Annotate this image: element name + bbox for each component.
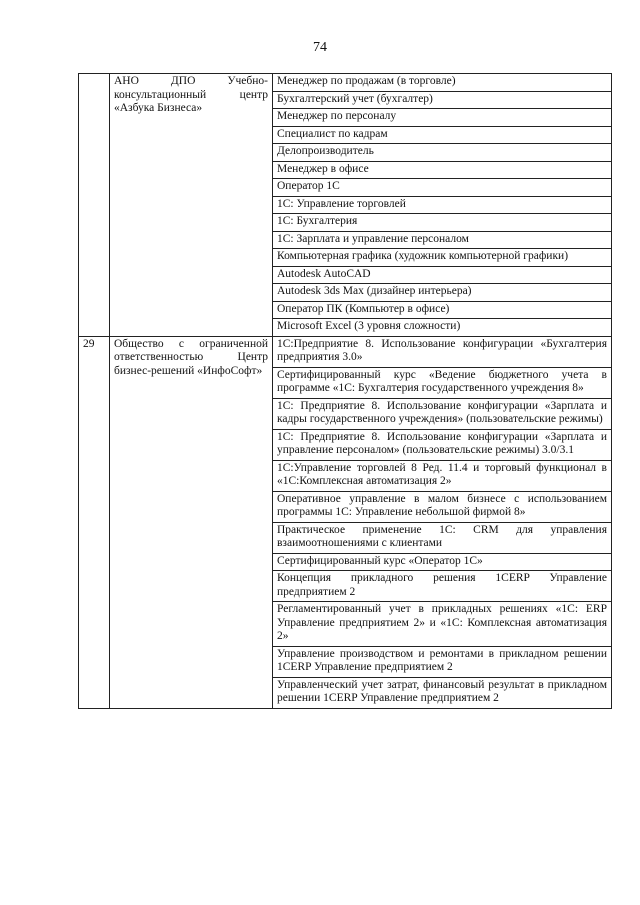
course-cell: Менеджер по персоналу: [273, 109, 612, 127]
course-cell: Оператор 1С: [273, 179, 612, 197]
organization-cell: [110, 336, 273, 708]
course-cell: Управленческий учет затрат, финансовый результат в прикладном решении 1CERP Управление предприятием 2: [273, 677, 612, 708]
row-number-cell: [79, 74, 110, 337]
course-cell: 1С: Предприятие 8. Использование конфигурации «Зарплата и кадры государственного учреждения» (пользовательские режимы): [273, 398, 612, 429]
course-cell: Специалист по кадрам: [273, 126, 612, 144]
course-cell: Делопроизводитель: [273, 144, 612, 162]
organization-name: Общество с ограниченной ответственностью Центр бизнес-решений «ИнфоСофт»: [114, 337, 268, 377]
course-cell: Компьютерная графика (художник компьютерной графики): [273, 249, 612, 267]
organization-name: АНО ДПО Учебно-консультационный центр «Азбука Бизнеса»: [114, 75, 268, 114]
course-cell: 1С:Управление торговлей 8 Ред. 11.4 и торговый функционал в «1С:Комплексная автоматизация 2»: [273, 460, 612, 491]
row-number-cell: 29: [79, 336, 110, 708]
course-cell: Менеджер в офисе: [273, 161, 612, 179]
course-cell: Управление производством и ремонтами в прикладном решении 1CERP Управление предприятием 2: [273, 646, 612, 677]
course-cell: Менеджер по продажам (в торговле): [273, 74, 612, 92]
course-cell: Бухгалтерский учет (бухгалтер): [273, 91, 612, 109]
table-row: [79, 74, 612, 92]
course-cell: Microsoft Excel (3 уровня сложности): [273, 319, 612, 337]
course-cell: Оператор ПК (Компьютер в офисе): [273, 301, 612, 319]
course-cell: 1С: Предприятие 8. Использование конфигурации «Зарплата и управление персоналом» (пользовательские режимы) 3.0/3.1: [273, 429, 612, 460]
course-cell: 1С:Предприятие 8. Использование конфигурации «Бухгалтерия предприятия 3.0»: [273, 336, 612, 367]
course-cell: Autodesk 3ds Max (дизайнер интерьера): [273, 284, 612, 302]
course-cell: 1С: Бухгалтерия: [273, 214, 612, 232]
course-cell: Сертифицированный курс «Оператор 1С»: [273, 553, 612, 571]
providers-table: [78, 73, 612, 709]
organization-cell: [110, 74, 273, 337]
course-cell: Практическое применение 1С: CRM для управления взаимоотношениями с клиентами: [273, 522, 612, 553]
course-cell: Концепция прикладного решения 1CERP Управление предприятием 2: [273, 571, 612, 602]
course-cell: Сертифицированный курс «Ведение бюджетного учета в программе «1С: Бухгалтерия государственного учреждения 8»: [273, 367, 612, 398]
course-cell: 1С: Управление торговлей: [273, 196, 612, 214]
table-row: [79, 336, 612, 367]
course-cell: Оперативное управление в малом бизнесе с использованием программы 1С: Управление небольшой фирмой 8»: [273, 491, 612, 522]
course-cell: Autodesk AutoCAD: [273, 266, 612, 284]
page-number: 74: [313, 40, 327, 55]
course-cell: Регламентированный учет в прикладных решениях «1С: ERP Управление предприятием 2» и «1С: Комплексная автоматизация 2»: [273, 602, 612, 647]
course-cell: 1С: Зарплата и управление персоналом: [273, 231, 612, 249]
